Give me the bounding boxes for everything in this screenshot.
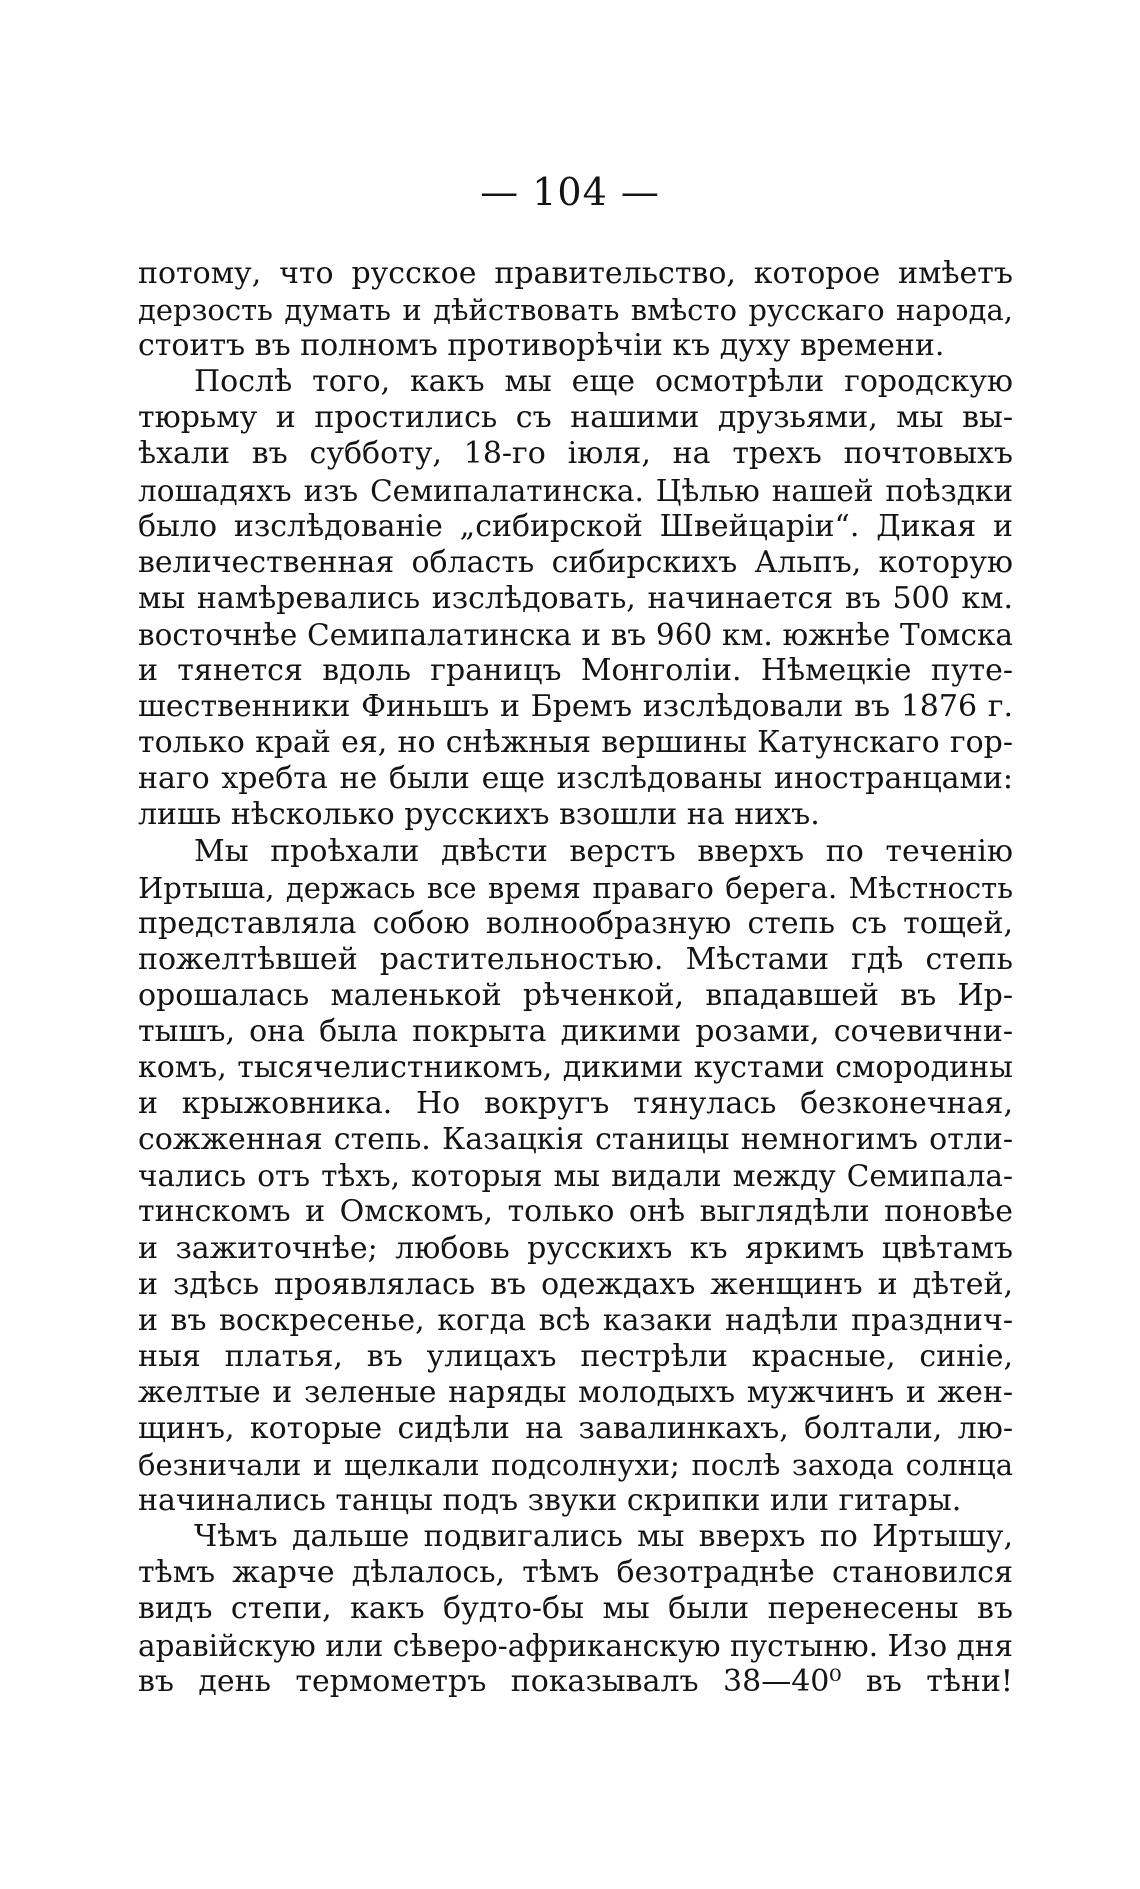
paragraph [138, 256, 1013, 364]
text-line: только край ея, но снѣжныя вершины Катунскаго гор- [138, 725, 1013, 761]
text-line: восточнѣе Семипалатинска и въ 960 км. южнѣе Томска [138, 617, 1013, 652]
paragraph [138, 1519, 1013, 1699]
text-line: чались отъ тѣхъ, которыя мы видали между Семипала- [138, 1159, 1013, 1194]
text-line: и крыжовника. Но вокругъ тянулась безконечная, [138, 1086, 1013, 1122]
text-line: сожженная степь. Казацкія станицы немногимъ отли- [138, 1122, 1013, 1158]
text-line: орошалась маленькой рѣченкой, впадавшей въ Ир- [138, 977, 1013, 1013]
text-line: тѣмъ жарче дѣлалось, тѣмъ безотраднѣе становился [138, 1555, 1013, 1591]
text-line: потому, что русское правительство, которое имѣетъ [138, 256, 1013, 291]
paragraph [138, 364, 1013, 833]
text-line: лошадяхъ изъ Семипалатинска. Цѣлью нашей поѣздки [138, 473, 1013, 508]
text-line: ныя платья, въ улицахъ пестрѣли красные, синіе, [138, 1338, 1013, 1374]
body-text [138, 256, 1013, 1700]
text-line: въ день термометръ показывалъ 38—40⁰ въ тѣни! [138, 1663, 1013, 1699]
text-line: ѣхали въ субботу, 18-го іюля, на трехъ почтовыхъ [138, 436, 1013, 472]
text-line: видъ степи, какъ будто-бы мы были перенесены въ [138, 1591, 1013, 1627]
text-line: и здѣсь проявлялась въ одеждахъ женщинъ и дѣтей, [138, 1266, 1013, 1302]
page-number: — 104 — [480, 170, 660, 214]
text-line: Послѣ того, какъ мы еще осмотрѣли городскую [194, 364, 1013, 400]
text-line: лишь нѣсколько русскихъ взошли на нихъ. [138, 797, 820, 833]
text-line: шественники Финьшъ и Бремъ изслѣдовали въ 1876 г. [138, 689, 1013, 725]
text-line: Чѣмъ дальше подвигались мы вверхъ по Иртышу, [194, 1519, 1013, 1555]
text-line: комъ, тысячелистникомъ, дикими кустами смородины [138, 1050, 1013, 1086]
text-line: и зажиточнѣе; любовь русскихъ къ яркимъ цвѣтамъ [138, 1230, 1013, 1266]
text-line: Мы проѣхали двѣсти верстъ вверхъ по теченію [194, 833, 1013, 869]
text-line: Иртыша, держась все время праваго берега. Мѣстность [138, 870, 1013, 905]
text-line: щинъ, которые сидѣли на завалинкахъ, болтали, лю- [138, 1411, 1013, 1446]
text-line: тышъ, она была покрыта дикими розами, сочевични- [138, 1013, 1013, 1049]
text-line: наго хребта не были еще изслѣдованы иностранцами: [138, 761, 1013, 797]
text-line: стоитъ въ полномъ противорѣчіи къ духу времени. [138, 328, 945, 364]
text-line: тинскомъ и Омскомъ, только онѣ выглядѣли поновѣе [138, 1194, 1013, 1230]
text-line: дерзость думать и дѣйствовать вмѣсто русскаго народа, [138, 293, 1013, 328]
text-line: безничали и щелкали подсолнухи; послѣ захода солнца [138, 1448, 1013, 1483]
text-line: тюрьму и простились съ нашими друзьями, мы вы- [138, 400, 1013, 436]
text-line: пожелтѣвшей растительностью. Мѣстами гдѣ степь [138, 941, 1013, 977]
text-line: мы намѣревались изслѣдовать, начинается въ 500 км. [138, 580, 1013, 616]
text-line: и тянется вдоль границъ Монголіи. Нѣмецкіе путе- [138, 653, 1013, 689]
text-line: было изслѣдованіе „сибирской Швейцаріи“. Дикая и [138, 508, 1013, 544]
text-line: начинались танцы подъ звуки скрипки или гитары. [138, 1483, 962, 1519]
text-line: представляла собою волнообразную степь съ тощей, [138, 905, 1013, 941]
paragraph [138, 834, 1013, 1520]
text-line: величественная область сибирскихъ Альпъ, которую [138, 544, 1013, 580]
text-line: аравійскую или сѣверо-африканскую пустыню. Изо дня [138, 1628, 1013, 1663]
text-line: и въ воскресенье, когда всѣ казаки надѣли празднич- [138, 1302, 1013, 1338]
text-line: желтые и зеленые наряды молодыхъ мужчинъ и жен- [138, 1374, 1013, 1410]
